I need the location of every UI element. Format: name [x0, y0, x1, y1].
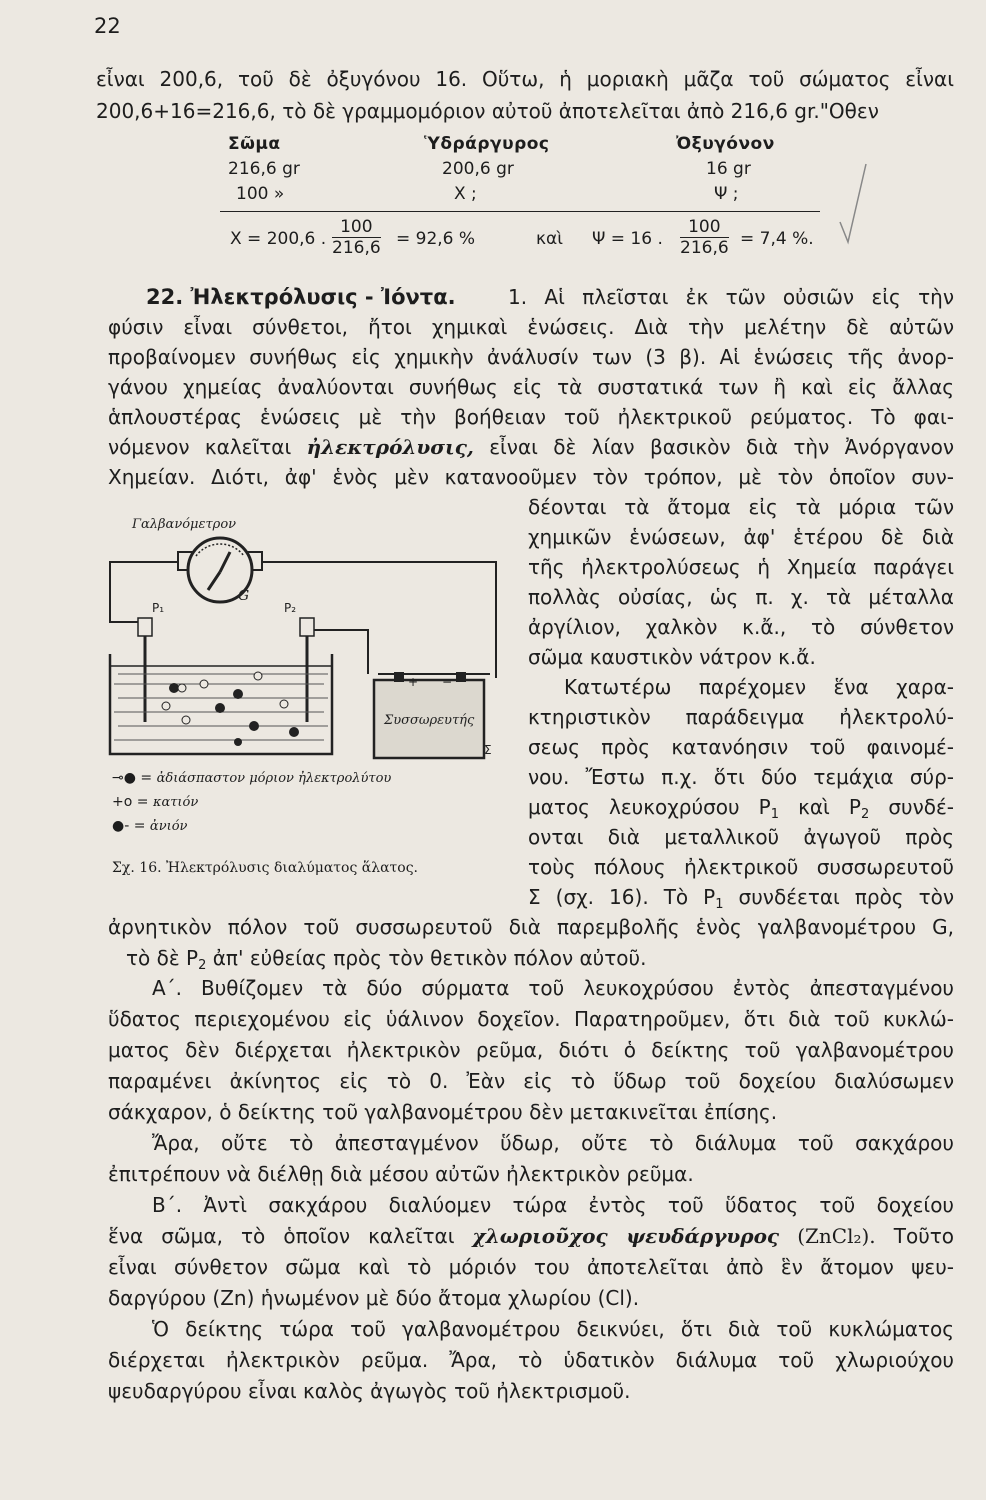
right-line: σῶμα καυστικὸν νάτρον κ.ἄ.	[528, 645, 816, 669]
table-row	[222, 159, 822, 184]
ions	[162, 672, 299, 746]
section-heading: 22. Ἠλεκτρόλυσις - Ἰόντα.	[146, 285, 456, 309]
galvanometer-label: Γαλβανόμετρον	[132, 517, 237, 532]
table-cell: Ψ ;	[714, 184, 739, 204]
full-line: ἀρνητικὸν πόλον τοῦ συσσωρευτοῦ διὰ παρεμβολῆς ἑνὸς γαλβανομέτρου G,	[108, 915, 954, 939]
legend-symbol: ●-	[112, 818, 130, 834]
legend-item	[112, 818, 187, 834]
accumulator-label: Συσσωρευτής	[384, 713, 475, 728]
electrode-p1	[138, 618, 152, 636]
text: καὶ P	[798, 795, 861, 819]
fraction-2	[680, 217, 729, 258]
pB-line: δαργύρου (Zn) ἡνωμένον μὲ δύο ἄτομα χλωρίου (Cl).	[108, 1286, 640, 1310]
p1-line: προβαίνομεν συνήθως εἰς χημικὴν ἀνάλυσίν των (3 β). Αἱ ἑνώσεις τῆς ἀνορ-	[108, 345, 954, 369]
electrode-p2	[300, 618, 314, 636]
right-line: τῆς ἠλεκτρολύσεως ἡ Χημεία παράγει	[528, 555, 954, 579]
right-line: ονται διὰ μεταλλικοῦ ἀγωγοῦ πρὸς	[528, 825, 954, 849]
right-line: ἀργίλιον, χαλκὸν κ.ἄ., τὸ σύνθετον	[528, 615, 954, 639]
pB-line: Β΄. Ἀντὶ σακχάρου διαλύομεν τώρα ἐντὸς τοῦ ὕδατος τοῦ δοχείου	[152, 1193, 954, 1217]
formula	[230, 215, 814, 265]
subscript: 2	[198, 958, 207, 973]
text: Τοῦτο	[893, 1224, 955, 1248]
legend-eq: =	[140, 770, 153, 786]
legend-symbol: ⊸●	[112, 770, 136, 786]
table-header-row	[222, 134, 822, 159]
pC-line: Ὁ δείκτης τώρα τοῦ γαλβανομέτρου δεικνύει, ὅτι διὰ τοῦ κυκλώματος	[152, 1317, 954, 1341]
right-line: Κατωτέρω παρέχομεν ἕνα χαρα-	[564, 675, 954, 699]
subscript: 2	[860, 807, 870, 822]
formula-kai: καὶ	[536, 229, 563, 249]
pA-line: ὕδατος περιεχομένου εἰς ὑάλινον δοχεῖον. Παρατηροῦμεν, ὅτι διὰ τοῦ κυκλώ-	[108, 1007, 954, 1031]
pC-line: ψευδαργύρου εἶναι καλὸς ἀγωγὸς τοῦ ἠλεκτρισμοῦ.	[108, 1379, 631, 1403]
svg-text:+: +	[408, 675, 419, 689]
figure-16	[108, 508, 508, 888]
fraction-1-numerator: 100	[332, 217, 381, 238]
text: Σ (σχ. 16). Τὸ P	[528, 885, 716, 909]
right-line: χημικῶν ἑνώσεων, ἀφ' ἑτέρου δὲ διὰ	[528, 525, 954, 549]
fraction-2-numerator: 100	[680, 217, 729, 238]
text: συνδέεται πρὸς τὸν	[738, 885, 955, 909]
fraction-2-denominator: 216,6	[680, 238, 729, 258]
table-cell: X ;	[454, 184, 477, 204]
text: νόμενον καλεῖται	[108, 435, 292, 459]
pA-line: σάκχαρον, ὁ δείκτης τοῦ γαλβανομέτρου δὲν μετακινεῖται ἐπίσης.	[108, 1100, 778, 1124]
label-p1: P₁	[152, 601, 165, 615]
p1-first-line: 1. Αἱ πλεῖσται ἐκ τῶν οὐσιῶν εἰς τὴν	[508, 285, 954, 309]
right-line: σεως πρὸς κατανόησιν τοῦ φαινομέ-	[528, 735, 954, 759]
label-sigma: Σ	[484, 743, 492, 757]
formula-psi-prefix: Ψ = 16 .	[592, 229, 663, 249]
formula-x-prefix: X = 200,6 .	[230, 229, 327, 249]
table-cell: 100 »	[236, 184, 285, 204]
svg-text:−: −	[442, 675, 453, 689]
formula-zncl2: (ZnCl₂).	[797, 1224, 876, 1248]
formula-x-result: = 92,6 %	[396, 229, 476, 249]
table-cell: 200,6 gr	[442, 159, 514, 179]
pB-line-2	[108, 1221, 954, 1251]
table-cell: 16 gr	[706, 159, 751, 179]
mass-table	[222, 134, 822, 209]
fraction-1-denominator: 216,6	[332, 238, 381, 258]
right-line: νου. Ἔστω π.χ. ὅτι δύο τεμάχια σύρ-	[528, 765, 954, 789]
page-number: 22	[94, 14, 121, 38]
pA2-line: Ἄρα, οὔτε τὸ ἀπεσταγμένον ὕδωρ, οὔτε τὸ διάλυμα τοῦ σακχάρου	[152, 1131, 954, 1155]
p1-line: Χημείαν. Διότι, ἀφ' ἑνὸς μὲν κατανοοῦμεν τὸν τρόπον, μὲ τὸν ὁποῖον συν-	[108, 465, 954, 489]
formula-psi-result: = 7,4 %.	[740, 229, 814, 249]
legend-eq: =	[133, 818, 146, 834]
table-header: Ὑδράργυρος	[424, 134, 550, 154]
p1-line: γάνου χημείας ἀναλύονται συνήθως εἰς τὰ συστατικά των ἢ καὶ εἰς ἄλλας	[108, 375, 954, 399]
term-zinc-chloride: χλωριοῦχος ψευδάργυρος	[472, 1224, 780, 1248]
legend-text: κατιόν	[152, 795, 199, 810]
right-line: πολλὰς οὐσίας, ὡς π. χ. τὰ μέταλλα	[528, 585, 954, 609]
fraction-1	[332, 217, 381, 258]
label-p2: P₂	[284, 601, 297, 615]
intro-line-1: εἶναι 200,6, τοῦ δὲ ὀξυγόνου 16. Οὕτω, ἡ μοριακὴ μᾶζα τοῦ σώματος εἶναι	[96, 67, 954, 91]
term-electrolysis: ἠλεκτρόλυσις,	[306, 435, 474, 459]
figure-caption: Σχ. 16. Ἠλεκτρόλυσις διαλύματος ἅλατος.	[112, 860, 418, 876]
section-title	[146, 282, 456, 312]
subscript: 1	[770, 807, 779, 822]
p1-line: ἁπλουστέρας ἑνώσεις μὲ τὴν βοήθειαν τοῦ ἠλεκτρικοῦ ρεύματος. Τὸ φαι-	[108, 405, 954, 429]
legend-text: ἀδιάσπαστον μόριον ἠλεκτρολύτου	[156, 771, 392, 786]
right-line: δέονται τὰ ἄτομα εἰς τὰ μόρια τῶν	[528, 495, 954, 519]
table-row	[222, 184, 822, 209]
text: ματος λευκοχρύσου P	[528, 795, 771, 819]
galvanometer-icon	[178, 538, 262, 602]
table-header: Ὀξυγόνον	[676, 134, 775, 154]
legend-item	[112, 770, 391, 786]
legend-text: ἀνιόν	[149, 819, 188, 834]
legend-item	[112, 794, 198, 810]
text: ἀπ' εὐθείας πρὸς τὸν θετικὸν πόλον αὐτοῦ.	[212, 946, 647, 970]
legend-eq: =	[136, 794, 149, 810]
text: ἕνα σῶμα, τὸ ὁποῖον καλεῖται	[108, 1224, 455, 1248]
text: εἶναι δὲ λίαν βασικὸν διὰ τὴν Ἀνόργανον	[489, 435, 955, 459]
table-header: Σῶμα	[228, 134, 281, 154]
p1-line-6	[108, 432, 954, 462]
table-cell: 216,6 gr	[228, 159, 300, 179]
label-g: G	[238, 588, 250, 604]
text: συνδέ-	[888, 795, 955, 819]
accumulator	[374, 672, 484, 758]
pC-line: διέρχεται ἠλεκτρικὸν ρεῦμα. Ἄρα, τὸ ὑδατικὸν διάλυμα τοῦ χλωριούχου	[108, 1348, 954, 1372]
right-line: τοὺς πόλους ἠλεκτρικοῦ συσσωρευτοῦ	[528, 855, 954, 879]
p1-line: φύσιν εἶναι σύνθετοι, ἤτοι χημικαὶ ἑνώσεις. Διὰ τὴν μελέτην δὲ αὐτῶν	[108, 315, 954, 339]
pA2-line: ἐπιτρέπουν νὰ διέλθῃ διὰ μέσου αὐτῶν ἠλεκτρικὸν ρεῦμα.	[108, 1162, 694, 1186]
pA-line: παραμένει ἀκίνητος εἰς τὸ 0. Ἐὰν εἰς τὸ ὕδωρ τοῦ δοχείου διαλύσωμεν	[108, 1069, 954, 1093]
text: τὸ δὲ P	[126, 946, 199, 970]
pA-line: Α΄. Βυθίζομεν τὰ δύο σύρματα τοῦ λευκοχρύσου ἐντὸς ἀπεσταγμένου	[152, 976, 954, 1000]
pB-line: εἶναι σύνθετον σῶμα καὶ τὸ μόριόν του ἀποτελεῖται ἀπὸ ἓν ἄτομον ψευ-	[108, 1255, 954, 1279]
intro-line-2: 200,6+16=216,6, τὸ δὲ γραμμομόριον αὐτοῦ ἀποτελεῖται ἀπὸ 216,6 gr."Οθεν	[96, 99, 879, 123]
right-line: κτηριστικὸν παράδειγμα ἠλεκτρολύ-	[528, 705, 954, 729]
legend-symbol: +o	[112, 794, 133, 810]
pencil-check-mark	[836, 162, 876, 252]
subscript: 1	[715, 897, 724, 912]
pA-line: ματος δὲν διέρχεται ἠλεκτρικὸν ρεῦμα, διότι ὁ δείκτης τοῦ γαλβανομέτρου	[108, 1038, 954, 1062]
table-rule	[220, 211, 820, 212]
